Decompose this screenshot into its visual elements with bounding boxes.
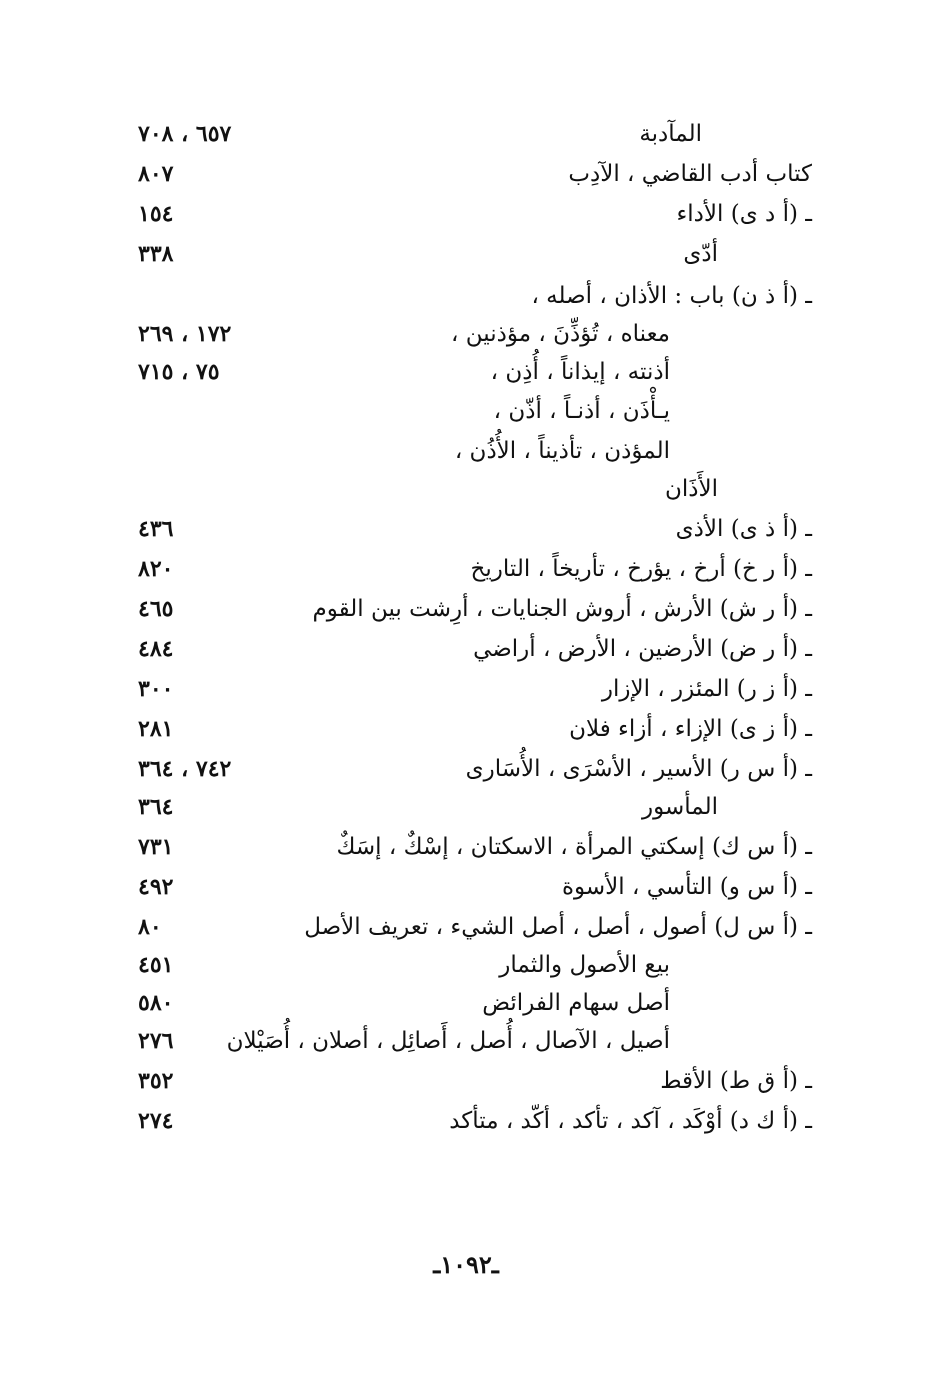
index-entry	[120, 392, 820, 430]
entry-text: ـ (أ س ر) الأسير ، الأسْرَى ، الأُسَارى	[465, 756, 812, 782]
entry-page-numbers: ٤٥١	[138, 952, 174, 978]
entry-text: ـ (أ ذ ى) الأذى	[675, 516, 812, 542]
entry-text: ـ (أ ر ض) الأرضين ، الأرض ، أراضي	[473, 636, 812, 662]
index-entry	[120, 788, 820, 826]
entry-text: أدّى	[683, 241, 718, 267]
entry-text: ـ (أ ر ش) الأرش ، أروش الجنايات ، أرِشت بين القوم	[312, 596, 812, 622]
entry-text: ـ (أ ذ ن) باب : الأذان ، أصله ،	[531, 283, 812, 309]
entry-text: ـ (أ س ك) إسكتي المرأة ، الاسكتان ، إسْكٌ ، إسَكٌ	[336, 834, 812, 860]
index-entry	[120, 115, 820, 153]
entry-page-numbers: ١٧٢ ، ٢٦٩	[138, 321, 232, 347]
entry-text: ـ (أ س و) التأسي ، الأسوة	[561, 874, 812, 900]
index-entry	[120, 710, 820, 748]
index-entry	[120, 1022, 820, 1060]
entry-page-numbers: ٤٩٢	[138, 874, 174, 900]
index-entry	[120, 590, 820, 628]
entry-text: معناه ، تُؤذِّنَ ، مؤذنين ،	[451, 321, 670, 347]
index-entry	[120, 828, 820, 866]
entry-text: كتاب أدب القاضي ، الآدِب	[568, 161, 812, 187]
entry-page-numbers: ٣٠٠	[138, 676, 174, 702]
index-entry	[120, 1102, 820, 1140]
entry-text: ـ (أ ز ر) المئزر ، الإزار	[601, 676, 812, 702]
entry-text: بيع الأصول والثمار	[499, 952, 670, 978]
entry-page-numbers: ٧٤٢ ، ٣٦٤	[138, 756, 232, 782]
entry-text: يـأْذَن ، أذنـاً ، أذّن ،	[493, 398, 670, 424]
entry-page-numbers: ١٥٤	[138, 201, 174, 227]
index-entry	[120, 868, 820, 906]
index-entry	[120, 195, 820, 233]
page-number: ـ١٠٩٢ـ	[433, 1250, 499, 1279]
index-entry	[120, 946, 820, 984]
entry-text: الأَذَان	[664, 476, 718, 502]
index-entry	[120, 510, 820, 548]
entry-page-numbers: ٦٥٧ ، ٧٠٨	[138, 121, 232, 147]
entry-text: أصيل ، الآصال ، أُصل ، أَصائِل ، أصلان ، أُصَيْلان	[226, 1028, 670, 1054]
entry-text: أصل سهام الفرائض	[482, 990, 670, 1016]
entry-text: ـ (أ د ى) الأداء	[676, 201, 812, 227]
entry-page-numbers: ٣٥٢	[138, 1068, 174, 1094]
index-entry	[120, 630, 820, 668]
entry-page-numbers: ٣٦٤	[138, 794, 174, 820]
entry-page-numbers: ٣٣٨	[138, 241, 174, 267]
entry-text: ـ (أ ك د) أوْكَد ، آكد ، تأكد ، أكّد ، متأكد	[449, 1108, 812, 1134]
entry-page-numbers: ٥٨٠	[138, 990, 174, 1016]
entry-page-numbers: ٤٣٦	[138, 516, 174, 542]
index-entry	[120, 550, 820, 588]
entry-page-numbers: ٧٥ ، ٧١٥	[138, 359, 220, 385]
entry-text: ـ (أ ز ى) الإزاء ، أزاء فلان	[569, 716, 812, 742]
entry-page-numbers: ٧٣١	[138, 834, 174, 860]
entry-page-numbers: ٨٢٠	[138, 556, 174, 582]
index-entry	[120, 155, 820, 193]
entry-page-numbers: ٨٠٧	[138, 161, 174, 187]
entry-text: ـ (أ ر خ) أرخ ، يؤرخ ، تأريخاً ، التاريخ	[470, 556, 812, 582]
entry-text: ـ (أ ق ط) الأقط	[660, 1068, 812, 1094]
index-entry	[120, 984, 820, 1022]
entry-text: ـ (أ س ل) أصول ، أصل ، أصل الشيء ، تعريف الأصل	[304, 914, 812, 940]
entry-text: المؤذن ، تأذيناً ، الأُذُن ،	[454, 438, 670, 464]
entry-page-numbers: ٢٨١	[138, 716, 174, 742]
index-entry	[120, 670, 820, 708]
index-entry	[120, 1062, 820, 1100]
index-entry	[120, 750, 820, 788]
index-entry	[120, 315, 820, 353]
index-entry	[120, 432, 820, 470]
entry-page-numbers: ٢٧٦	[138, 1028, 174, 1054]
index-entry	[120, 235, 820, 273]
entry-page-numbers: ٢٧٤	[138, 1108, 174, 1134]
index-entry	[120, 353, 820, 391]
entry-text: أذنته ، إيذاناً ، أُذِن ،	[490, 359, 670, 385]
entry-page-numbers: ٤٦٥	[138, 596, 174, 622]
entry-text: المأسور	[642, 794, 718, 820]
entry-page-numbers: ٤٨٤	[138, 636, 174, 662]
entry-text: المآدبة	[639, 121, 702, 147]
index-entry	[120, 908, 820, 946]
index-entry	[120, 470, 820, 508]
index-entry	[120, 277, 820, 315]
entry-page-numbers: ٨٠	[138, 914, 162, 940]
